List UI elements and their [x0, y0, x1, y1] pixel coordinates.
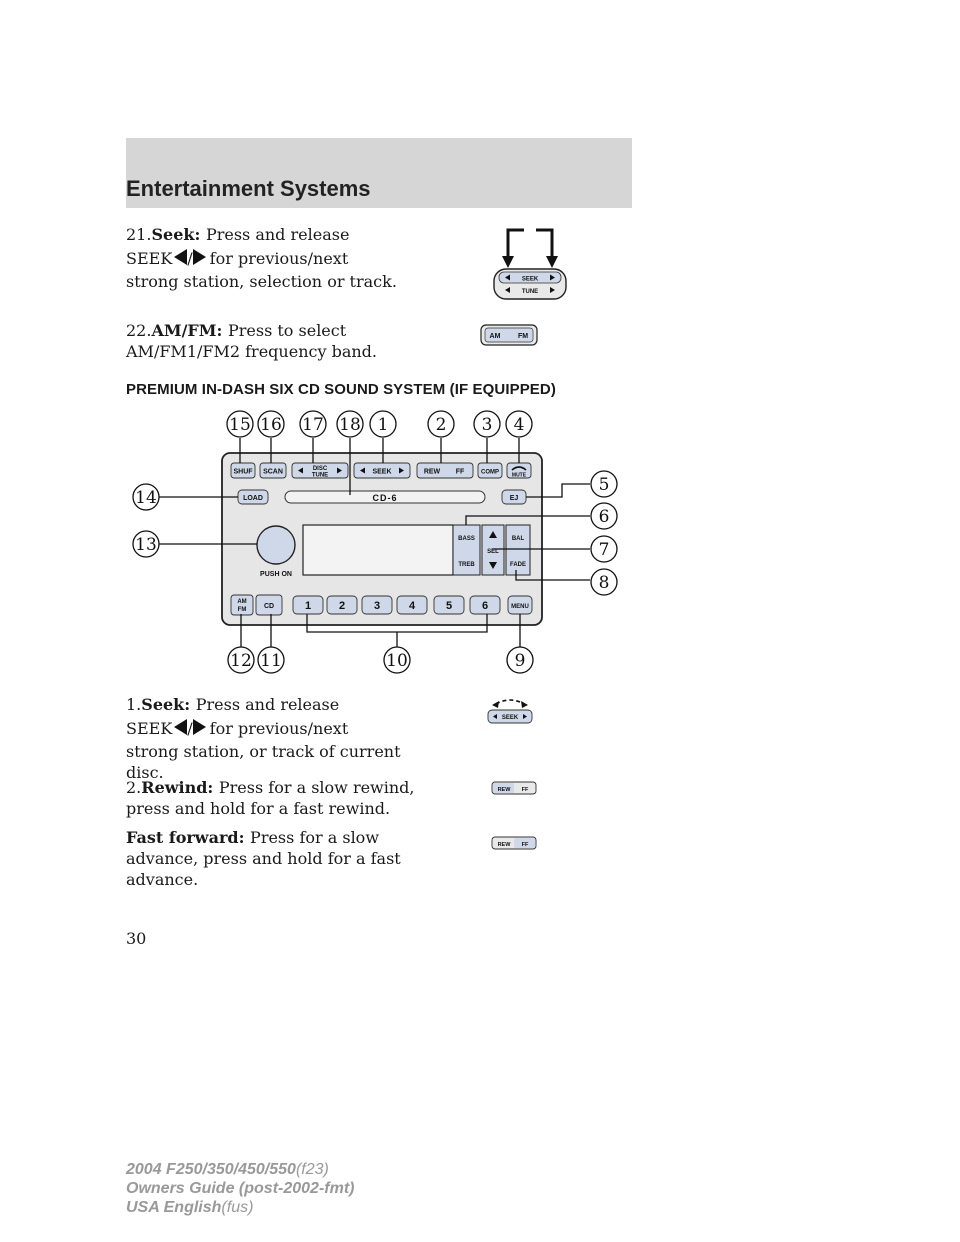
item-22-text: 22.AM/FM: Press to select AM/FM1/FM2 frequency band. — [126, 321, 377, 361]
preset-3-button — [362, 596, 392, 614]
callout-15: 15 — [229, 415, 251, 435]
svg-text:2: 2 — [338, 600, 346, 612]
section-heading: PREMIUM IN-DASH SIX CD SOUND SYSTEM (IF EQUIPPED) — [126, 381, 556, 398]
disc-tune-button — [292, 463, 348, 479]
callout-4: 4 — [513, 415, 525, 435]
svg-text:AM: AM — [237, 599, 247, 605]
page-title: Entertainment Systems — [126, 176, 371, 201]
callout-18: 18 — [339, 415, 361, 435]
rew-ff-icon — [491, 781, 537, 795]
svg-text:SEL: SEL — [487, 549, 499, 555]
preset-2-button — [327, 596, 357, 614]
cd-button — [256, 595, 282, 615]
seek-left-icon — [174, 249, 187, 265]
svg-text:FF: FF — [521, 842, 529, 848]
svg-text:FM: FM — [237, 607, 247, 613]
svg-text:TUNE: TUNE — [311, 472, 329, 479]
callout-14: 14 — [135, 488, 157, 508]
svg-text:MUTE: MUTE — [511, 472, 527, 479]
shuf-button — [231, 463, 255, 478]
svg-text:SEEK: SEEK — [372, 468, 392, 476]
fast-forward-text: Fast forward: Press for a slow advance, press and hold for a fast advance. — [126, 828, 401, 889]
load-button — [238, 490, 268, 504]
bal-fade-control — [506, 525, 530, 575]
seek-small-icon — [486, 694, 534, 726]
item-2-text: 2.Rewind: Press for a slow rewind, press and hold for a fast rewind. — [126, 778, 415, 818]
svg-text:FF: FF — [455, 468, 465, 476]
preset-5-button — [434, 596, 464, 614]
seek-tune-icon — [490, 222, 570, 304]
mute-button — [507, 463, 531, 479]
svg-text:DISC: DISC — [312, 466, 328, 472]
svg-text:FM: FM — [517, 333, 529, 340]
eject-button — [502, 490, 526, 504]
preset-1-button — [293, 596, 323, 614]
svg-text:CD: CD — [263, 603, 275, 610]
seek-left-icon — [174, 719, 187, 735]
seek-right-icon — [193, 249, 206, 265]
am-fm-icon — [480, 324, 538, 346]
callout-13: 13 — [135, 535, 157, 555]
svg-text:BASS: BASS — [458, 536, 475, 542]
scan-button — [260, 463, 286, 478]
svg-text:3: 3 — [373, 600, 381, 612]
rew-ff-button — [417, 463, 473, 478]
svg-text:REW: REW — [497, 787, 511, 793]
svg-text:FADE: FADE — [509, 562, 527, 568]
bass-treb-control — [453, 525, 480, 575]
item-1-text: 1.Seek: Press and release SEEK / for previous/next strong station, or track of current disc. — [126, 695, 401, 782]
radio-diagram — [126, 405, 626, 675]
callout-3: 3 — [481, 415, 493, 435]
callout-1: 1 — [377, 415, 389, 435]
svg-text:CD-6: CD-6 — [372, 493, 398, 503]
am-fm-button — [231, 595, 253, 615]
callout-16: 16 — [260, 415, 282, 435]
svg-text:EJ: EJ — [509, 495, 519, 502]
callout-17: 17 — [302, 415, 324, 435]
seek-button — [354, 463, 410, 478]
tune-label: TUNE — [521, 289, 539, 295]
ff-icon — [491, 836, 537, 850]
power-volume-knob — [257, 526, 295, 578]
preset-6-button — [470, 596, 500, 614]
seek-right-icon — [193, 719, 206, 735]
svg-text:PUSH ON: PUSH ON — [260, 571, 292, 578]
footer: 2004 F250/350/450/550(f23) Owners Guide (post-2002-fmt) USA English(fus) — [126, 1161, 355, 1216]
svg-text:REW: REW — [497, 842, 511, 848]
seek-label: SEEK — [521, 276, 539, 283]
sel-control — [482, 525, 504, 575]
svg-text:MENU: MENU — [511, 604, 529, 610]
svg-text:SCAN: SCAN — [263, 468, 283, 476]
svg-text:5: 5 — [445, 600, 453, 612]
svg-text:4: 4 — [408, 600, 416, 612]
svg-text:AM: AM — [489, 333, 501, 340]
svg-text:TREB: TREB — [458, 562, 475, 568]
callout-6: 6 — [598, 507, 610, 527]
menu-button — [508, 596, 532, 614]
cd-slot — [285, 491, 485, 503]
svg-text:SHUF: SHUF — [233, 468, 253, 476]
svg-text:LOAD: LOAD — [243, 495, 263, 502]
callout-11: 11 — [260, 651, 282, 671]
callout-9: 9 — [514, 651, 526, 671]
callout-5: 5 — [598, 475, 610, 495]
svg-text:BAL: BAL — [511, 536, 525, 542]
svg-text:REW: REW — [423, 468, 441, 476]
callout-8: 8 — [598, 573, 610, 593]
radio-display — [303, 525, 453, 575]
item-21-text: 21.Seek: Press and release SEEK / for previous/next strong station, selection or track. — [126, 225, 397, 291]
comp-button — [478, 463, 502, 478]
svg-text:FF: FF — [521, 787, 529, 793]
svg-text:6: 6 — [481, 600, 489, 612]
callout-2: 2 — [435, 415, 447, 435]
callout-7: 7 — [598, 540, 610, 560]
preset-4-button — [397, 596, 427, 614]
svg-text:COMP: COMP — [481, 469, 499, 476]
callout-12: 12 — [230, 651, 252, 671]
callout-10: 10 — [386, 651, 408, 671]
page-number: 30 — [126, 929, 147, 948]
svg-text:SEEK: SEEK — [501, 715, 519, 721]
svg-text:1: 1 — [304, 600, 312, 612]
